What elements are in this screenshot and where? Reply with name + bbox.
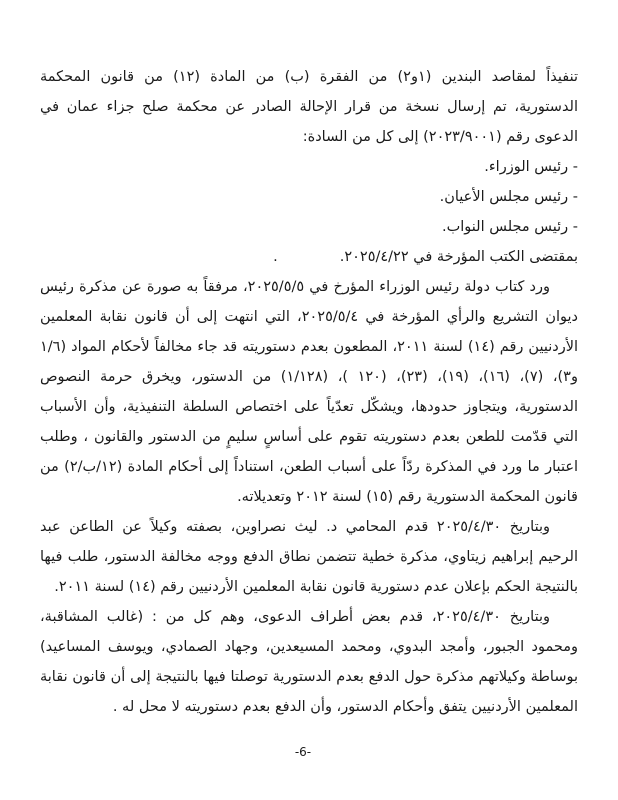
paragraph-text: - رئيس مجلس النواب. [442,219,578,235]
dated-line [40,242,578,272]
list-item [40,212,578,242]
paragraph [40,602,578,722]
document-body [40,62,578,722]
paragraph [40,62,578,152]
paragraph-text: بمقتضى الكتب المؤرخة في ٢٠٢٥/٤/٢٢. [339,249,578,265]
list-item [40,182,578,212]
paragraph-text: - رئيس الوزراء. [484,159,578,175]
page-footer [0,744,606,760]
paragraph-text: ورد كتاب دولة رئيس الوزراء المؤرخ في ٢٠٢٥/٥/٥، مرفقاً به صورة عن مذكرة رئيس ديوان التشريع والرأي المؤرخة في ٢٠٢٥/٥/٤، التي انتهت إلى أن قانون نقابة المعلمين الأردنيين رقم (١٤) لسنة ٢٠١١، المطعون بعدم دستوريته قد جاء مخالفاً لأحكام المواد (١/٦ و٣)، (٧)، (١٦)، (١٩)، (٢٣)، (١٢٠ )، (١/١٢٨) من الدستور، ويخرق حرمة النصوص الدستورية، ويتجاوز حدودها، ويشكّل تعدّياً على اختصاص السلطة التنفيذية، وأن الأسباب التي قدّمت للطعن بعدم دستوريته تقوم على أساسٍ سليمٍ من الدستور والقانون ، وطلب اعتبار ما ورد في المذكرة ردّاً على أسباب الطعن، استناداً إلى أحكام المادة (١٢/ب/٢) من قانون المحكمة الدستورية رقم (١٥) لسنة ٢٠١٢ وتعديلاته. [40,279,578,505]
paragraph [40,272,578,512]
paragraph-text: وبتاريخ ٢٠٢٥/٤/٣٠، قدم بعض أطراف الدعوى، وهم كل من : (غالب المشاقبة، ومحمود الجبور، وأمجد البدوي، ومحمد المسيعدين، وجهاد الصمادي، ويوسف المساعيد) بوساطة وكيلاتهم مذكرة حول الدفع بعدم الدستورية توصلتا فيها بالنتيجة إلى أن قانون نقابة المعلمين الأردنيين يتفق وأحكام الدستور، وأن الدفع بعدم دستوريته لا محل له . [40,609,578,715]
page-number: -6- [294,745,312,759]
list-item [40,152,578,182]
paragraph-text: وبتاريخ ٢٠٢٥/٤/٣٠ قدم المحامي د. ليث نصراوين، بصفته وكيلاً عن الطاعن عبد الرحيم إبراهيم زيتاوي، مذكرة خطية تتضمن نطاق الدفع ووجه مخالفة الدستور، طلب فيها بالنتيجة الحكم بإعلان عدم دستورية قانون نقابة المعلمين الأردنيين رقم (١٤) لسنة ٢٠١١. [40,519,578,595]
paragraph-text: - رئيس مجلس الأعيان. [439,189,578,205]
stray-period: . [273,249,278,265]
paragraph [40,512,578,602]
paragraph-text: تنفيذاً لمقاصد البندين (١و٢) من الفقرة (ب) من المادة (١٢) من قانون المحكمة الدستورية، تم إرسال نسخة من قرار الإحالة الصادر عن محكمة صلح جزاء عمان في الدعوى رقم (٢٠٢٣/٩٠٠١) إلى كل من السادة: [40,69,579,145]
